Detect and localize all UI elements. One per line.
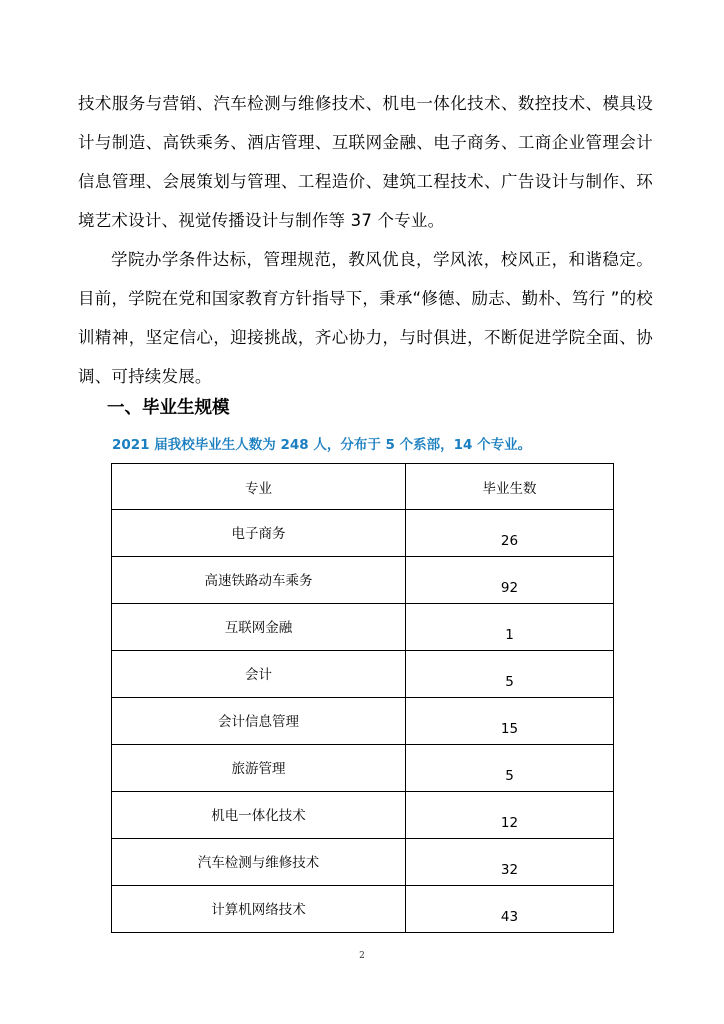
page-number: 2 (359, 951, 365, 961)
count-cell: 15 (406, 698, 614, 745)
major-cell: 计算机网络技术 (112, 886, 406, 933)
count-cell: 43 (406, 886, 614, 933)
table-row (112, 510, 614, 557)
graduate-summary: 2021 届我校毕业生人数为 248 人，分布于 5 个系部，14 个专业。 (112, 437, 532, 453)
table-row (112, 651, 614, 698)
table-row (112, 557, 614, 604)
table-row (112, 886, 614, 933)
table-row (112, 745, 614, 792)
table-row (112, 792, 614, 839)
table-header-row (112, 464, 614, 510)
count-cell: 5 (406, 651, 614, 698)
major-cell: 互联网金融 (112, 604, 406, 651)
major-cell: 机电一体化技术 (112, 792, 406, 839)
major-cell: 电子商务 (112, 510, 406, 557)
count-cell: 5 (406, 745, 614, 792)
major-cell: 高速铁路动车乘务 (112, 557, 406, 604)
header-count: 毕业生数 (406, 464, 614, 510)
major-cell: 汽车检测与维修技术 (112, 839, 406, 886)
table-row (112, 604, 614, 651)
body-paragraph-conditions: 学院办学条件达标，管理规范，教风优良，学风浓，校风正，和谐稳定。目前，学院在党和国家教育方针指导下，秉承“修德、励志、勤朴、笃行 ”的校训精神，坚定信心，迎接挑战，齐心协力，与时俱进，不断促进学院全面、协调、可持续发展。 (78, 250, 653, 386)
count-cell: 92 (406, 557, 614, 604)
section-heading: 一、毕业生规模 (107, 398, 230, 418)
table-row (112, 839, 614, 886)
major-cell: 旅游管理 (112, 745, 406, 792)
graduates-table (111, 463, 614, 933)
body-paragraph-majors: 技术服务与营销、汽车检测与维修技术、机电一体化技术、数控技术、模具设计与制造、高铁乘务、酒店管理、互联网金融、电子商务、工商企业管理会计信息管理、会展策划与管理、工程造价、建筑工程技术、广告设计与制作、环境艺术设计、视觉传播设计与制作等 37 个专业。 (78, 94, 653, 230)
major-cell: 会计 (112, 651, 406, 698)
header-major: 专业 (112, 464, 406, 510)
count-cell: 1 (406, 604, 614, 651)
count-cell: 32 (406, 839, 614, 886)
count-cell: 12 (406, 792, 614, 839)
count-cell: 26 (406, 510, 614, 557)
major-cell: 会计信息管理 (112, 698, 406, 745)
table-row (112, 698, 614, 745)
